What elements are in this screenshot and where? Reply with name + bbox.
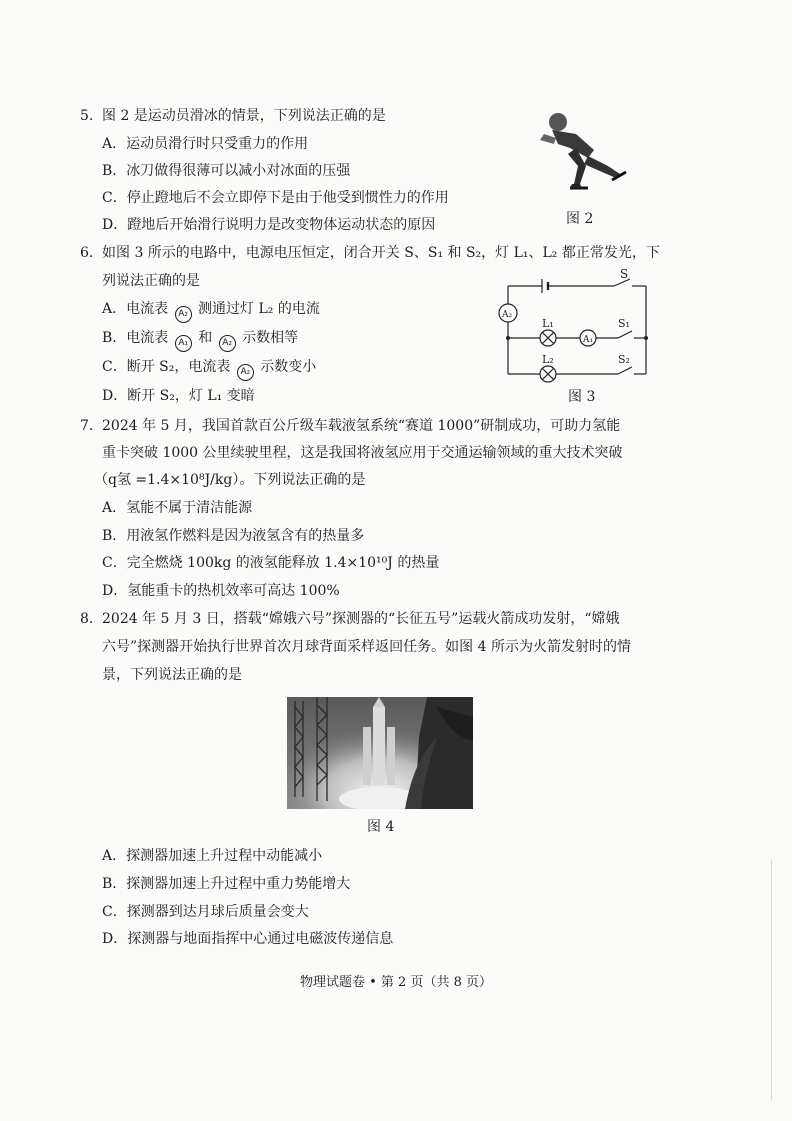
option-a	[102, 299, 320, 323]
page-footer: 物理试题卷 • 第 2 页（共 8 页）	[299, 975, 492, 990]
ammeter-a2-icon: A₂	[175, 306, 192, 323]
question-stem-line-3: （q氢 =1.4×10⁸J/kg）。下列说法正确的是	[94, 472, 366, 488]
lamp-l1-label: L₁	[542, 317, 554, 330]
option-c: C．停止蹬地后不会立即停下是由于他受到惯性力的作用	[102, 190, 449, 206]
question-stem-line-2: 重卡突破 1000 公里续驶里程，这是我国将液氢应用于交通运输领域的重大技术突破	[102, 445, 623, 461]
option-d: D．蹬地后开始滑行说明力是改变物体运动状态的原因	[102, 217, 436, 233]
figure-2-caption: 图 2	[566, 211, 594, 227]
option-b-suffix: 示数相等	[242, 330, 299, 346]
option-a: A．氢能不属于清洁能源	[102, 500, 253, 516]
question-number: 8.	[80, 611, 94, 627]
option-c	[102, 357, 316, 381]
question-stem-line-2: 六号”探测器开始执行世界首次月球背面采样返回任务。如图 4 所示为火箭发射时的情	[102, 639, 631, 655]
question-stem-line-3: 景，下列说法正确的是	[102, 667, 242, 683]
switch-s1-label: S₁	[618, 317, 630, 330]
circuit-diagram	[494, 266, 654, 386]
switch-s2-label: S₂	[618, 353, 630, 366]
option-d: D．探测器与地面指挥中心通过电磁波传递信息	[102, 931, 394, 947]
lamp-l2-label: L₂	[542, 353, 554, 366]
option-b-prefix: B．电流表	[102, 330, 169, 346]
option-d: D．断开 S₂，灯 L₁ 变暗	[102, 388, 255, 404]
question-stem-line-1: 2024 年 5 月，我国首款百公斤级车载液氢系统“赛道 1000”研制成功，可助力氢能	[102, 418, 621, 434]
option-a-suffix: 测通过灯 L₂ 的电流	[198, 301, 320, 317]
option-d: D．氢能重卡的热机效率可高达 100%	[102, 583, 340, 599]
option-b: B．冰刀做得很薄可以减小对冰面的压强	[102, 163, 351, 179]
rocket-launch-photo	[287, 697, 473, 809]
figure-3-caption: 图 3	[568, 389, 596, 405]
question-number: 7.	[80, 418, 94, 434]
option-b-middle: 和	[198, 330, 213, 346]
option-c-prefix: C．断开 S₂，电流表	[102, 359, 231, 375]
option-b: B．用液氢作燃料是因为液氢含有的热量多	[102, 528, 365, 544]
option-a: A．探测器加速上升过程中动能减小	[102, 848, 323, 864]
question-stem-line-1: 如图 3 所示的电路中，电源电压恒定，闭合开关 S、S₁ 和 S₂，灯 L₁、L₂ 都正常发光，下	[102, 245, 660, 261]
question-number: 5.	[80, 108, 94, 124]
ammeter-a1-icon: A₁	[175, 335, 192, 352]
option-c-suffix: 示数变小	[260, 359, 317, 375]
option-c: C．探测器到达月球后质量会变大	[102, 904, 309, 920]
option-a: A．运动员滑行时只受重力的作用	[102, 136, 309, 152]
question-stem-line-1: 2024 年 5 月 3 日，搭载“嫦娥六号”探测器的“长征五号”运载火箭成功发射，“嫦娥	[102, 611, 620, 627]
ammeter-a1-label: A₁	[583, 335, 594, 345]
question-stem: 图 2 是运动员滑冰的情景，下列说法正确的是	[102, 108, 386, 124]
question-number: 6.	[80, 245, 94, 261]
option-b	[102, 328, 298, 352]
scan-edge-line	[771, 860, 772, 1100]
skater-figure	[536, 104, 628, 200]
option-c: C．完全燃烧 100kg 的液氢能释放 1.4×10¹⁰J 的热量	[102, 555, 440, 571]
option-b: B．探测器加速上升过程中重力势能增大	[102, 876, 351, 892]
ammeter-a2-icon: A₂	[237, 364, 254, 381]
question-stem-line-2: 列说法正确的是	[102, 273, 200, 289]
ammeter-a2-label: A₂	[502, 310, 513, 320]
switch-s-label: S	[620, 267, 629, 281]
figure-4-caption: 图 4	[367, 819, 395, 835]
option-a-prefix: A．电流表	[102, 301, 169, 317]
ammeter-a2-icon: A₂	[219, 335, 236, 352]
